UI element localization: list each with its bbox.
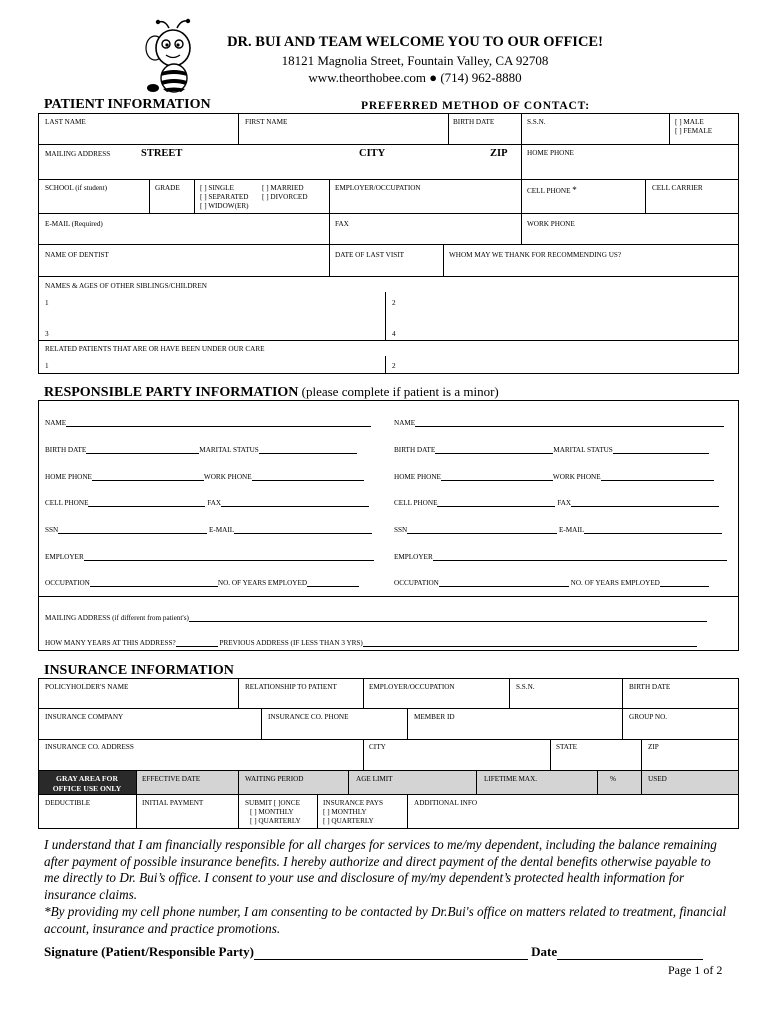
contact-method-label: PREFERRED METHOD OF CONTACT: [361, 100, 590, 112]
relationship-label: RELATIONSHIP TO PATIENT [245, 683, 337, 691]
date-label: Date [531, 944, 558, 959]
work-phone-label: WORK PHONE [527, 220, 575, 228]
page-number: Page 1 of 2 [668, 963, 723, 977]
rp-cell-right[interactable]: CELL PHONE FAX [394, 498, 719, 507]
insurance-section-title: INSURANCE INFORMATION [44, 663, 234, 678]
office-address: 18121 Magnolia Street, Fountain Valley, CA 92708 [281, 53, 549, 68]
cell-consent-text: *By providing my cell phone number, I am consenting to be contacted by Dr.Bui's office on matters related to treatment, financial account, insurance and practice promotions. [44, 904, 727, 936]
rp-mailing-address[interactable]: MAILING ADDRESS (if different from patient's) [45, 613, 707, 622]
ins-state-label: STATE [556, 743, 577, 751]
fax-label: FAX [335, 220, 349, 228]
mailing-address-label: MAILING ADDRESS [45, 150, 111, 158]
group-no-label: GROUP NO. [629, 713, 668, 721]
related-label: RELATED PATIENTS THAT ARE OR HAVE BEEN UNDER OUR CARE [45, 345, 265, 353]
cell-asterisk: * [572, 185, 577, 195]
sibling-1: 1 [45, 299, 49, 307]
widow-checkbox[interactable]: [ ] WIDOW(ER) [200, 202, 249, 210]
signature-line[interactable] [44, 944, 703, 960]
pays-monthly-checkbox[interactable]: [ ] MONTHLY [323, 808, 367, 816]
lifetime-max-label: LIFETIME MAX. [484, 775, 538, 783]
grade-label: GRADE [155, 184, 180, 192]
dentist-label: NAME OF DENTIST [45, 251, 109, 259]
rp-ssn-left[interactable]: SSN E-MAIL [45, 525, 372, 534]
siblings-label: NAMES & AGES OF OTHER SIBLINGS/CHILDREN [45, 282, 207, 290]
zip-label: ZIP [490, 148, 508, 159]
last-visit-label: DATE OF LAST VISIT [335, 251, 405, 259]
sibling-4: 4 [392, 330, 396, 338]
ins-employer-label: EMPLOYER/OCCUPATION [369, 683, 455, 691]
submit-monthly-checkbox[interactable]: [ ] MONTHLY [250, 808, 294, 816]
additional-info-label: ADDITIONAL INFO [414, 799, 478, 807]
sibling-3: 3 [45, 330, 49, 338]
related-2: 2 [392, 362, 396, 370]
sibling-2: 2 [392, 299, 396, 307]
rp-employer-right[interactable]: EMPLOYER [394, 552, 727, 561]
first-name-label: FIRST NAME [245, 118, 288, 126]
ins-zip-label: ZIP [648, 743, 659, 751]
submit-once-checkbox[interactable]: SUBMIT [ ]ONCE [245, 799, 300, 807]
female-checkbox[interactable]: [ ] FEMALE [675, 127, 713, 135]
patient-section-title: PATIENT INFORMATION [44, 97, 211, 112]
rp-phones-left[interactable]: HOME PHONE WORK PHONE [45, 472, 364, 481]
policyholder-label: POLICYHOLDER'S NAME [45, 683, 129, 691]
office-web-phone: www.theorthobee.com ● (714) 962-8880 [308, 70, 522, 85]
last-name-label: LAST NAME [45, 118, 86, 126]
rp-years-address[interactable]: HOW MANY YEARS AT THIS ADDRESS? PREVIOUS ADDRESS (IF LESS THAN 3 YRS) [45, 638, 697, 647]
employer-label: EMPLOYER/OCCUPATION [335, 184, 421, 192]
used-label: USED [648, 775, 667, 783]
submit-quarterly-checkbox[interactable]: [ ] QUARTERLY [250, 817, 301, 825]
rp-cell-left[interactable]: CELL PHONE FAX [45, 498, 369, 507]
rp-birth-right[interactable]: BIRTH DATE MARITAL STATUS [394, 445, 709, 454]
ins-city-label: CITY [369, 743, 386, 751]
male-checkbox[interactable]: [ ] MALE [675, 118, 704, 126]
birth-date-label: BIRTH DATE [453, 118, 495, 126]
rp-occupation-left[interactable]: OCCUPATION NO. OF YEARS EMPLOYED [45, 578, 359, 587]
ins-phone-label: INSURANCE CO. PHONE [268, 713, 349, 721]
percent-label: % [610, 775, 616, 783]
age-limit-label: AGE LIMIT [356, 775, 393, 783]
responsible-section-title [44, 384, 499, 401]
gray-area-line1: GRAY AREA FOR [56, 774, 118, 783]
ssn-label: S.S.N. [527, 118, 546, 126]
submit-options [245, 799, 301, 826]
related-1: 1 [45, 362, 49, 370]
rp-occupation-right[interactable]: OCCUPATION NO. OF YEARS EMPLOYED [394, 578, 709, 587]
school-label: SCHOOL (if student) [45, 184, 108, 192]
ins-address-label: INSURANCE CO. ADDRESS [45, 743, 134, 751]
email-label: E-MAIL (Required) [45, 220, 103, 228]
street-label: STREET [141, 148, 183, 159]
insurance-pays-label: INSURANCE PAYS [323, 799, 383, 807]
rp-birth-left[interactable]: BIRTH DATE MARITAL STATUS [45, 445, 357, 454]
ins-ssn-label: S.S.N. [516, 683, 535, 691]
married-checkbox[interactable]: [ ] MARRIED [262, 184, 304, 192]
rp-name-left[interactable]: NAME [45, 418, 371, 427]
deductible-label: DEDUCTIBLE [45, 799, 91, 807]
pays-quarterly-checkbox[interactable]: [ ] QUARTERLY [323, 817, 374, 825]
responsible-title: RESPONSIBLE PARTY INFORMATION [44, 385, 299, 400]
effective-date-label: EFFECTIVE DATE [142, 775, 201, 783]
gray-area-label [38, 774, 136, 794]
waiting-period-label: WAITING PERIOD [245, 775, 304, 783]
home-phone-label: HOME PHONE [527, 149, 574, 157]
separated-checkbox[interactable]: [ ] SEPARATED [200, 193, 249, 201]
member-id-label: MEMBER ID [414, 713, 455, 721]
divorced-checkbox[interactable]: [ ] DIVORCED [262, 193, 308, 201]
single-checkbox[interactable]: [ ] SINGLE [200, 184, 234, 192]
rp-employer-left[interactable]: EMPLOYER [45, 552, 374, 561]
ins-birth-label: BIRTH DATE [629, 683, 671, 691]
insurance-pays-options [323, 799, 383, 826]
page-title: DR. BUI AND TEAM WELCOME YOU TO OUR OFFICE! [227, 34, 603, 50]
financial-responsibility-text: I understand that I am financially responsible for all charges for services to me/my dependent, including the balance remaining after payment of possible insurance benefits. I hereby authorize and direct payment of the dental benefits otherwise payable to me directly to Dr. Bui’s office. I consent to your use and disclosure of my/my dependent’s protected health information for insurance claims. [44, 837, 717, 903]
cell-carrier-label: CELL CARRIER [652, 184, 703, 192]
cell-phone-label [527, 186, 577, 196]
rp-phones-right[interactable]: HOME PHONE WORK PHONE [394, 472, 714, 481]
initial-payment-label: INITIAL PAYMENT [142, 799, 204, 807]
signature-label: Signature (Patient/Responsible Party) [44, 944, 254, 959]
ins-company-label: INSURANCE COMPANY [45, 713, 124, 721]
responsible-subtitle: (please complete if patient is a minor) [298, 384, 499, 399]
rp-ssn-right[interactable]: SSN E-MAIL [394, 525, 722, 534]
gray-area-line2: OFFICE USE ONLY [52, 784, 122, 793]
rp-name-right[interactable]: NAME [394, 418, 724, 427]
city-label: CITY [359, 148, 386, 159]
cell-phone-text: CELL PHONE [527, 187, 571, 195]
recommend-label: WHOM MAY WE THANK FOR RECOMMENDING US? [449, 251, 622, 259]
